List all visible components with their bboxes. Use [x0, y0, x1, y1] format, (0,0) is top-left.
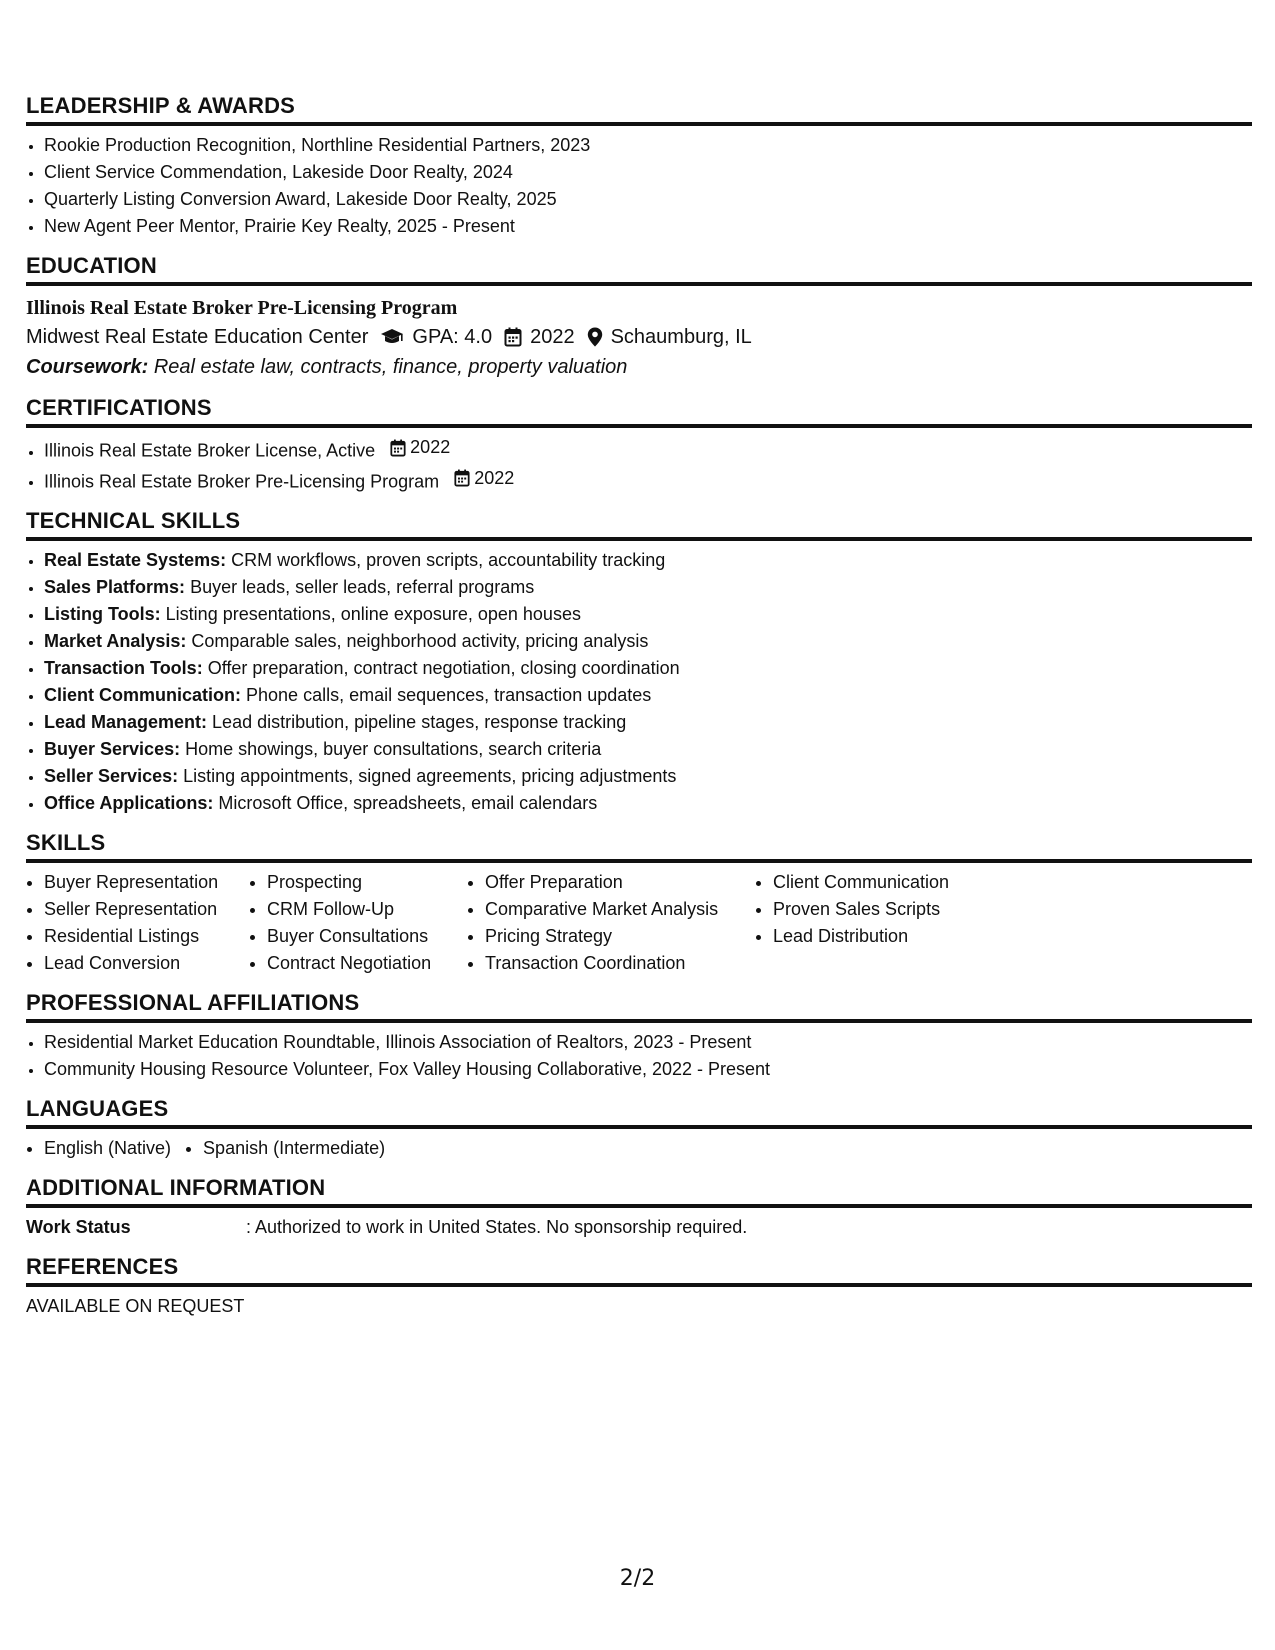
section-title: LANGUAGES: [26, 1095, 1252, 1129]
education-details: [26, 322, 1252, 352]
list-item: • Residential Listings: [44, 923, 249, 950]
skill-category: Seller Services:: [44, 766, 179, 786]
certification-year: 2022: [410, 437, 451, 457]
list-item: • Pricing Strategy: [485, 923, 755, 950]
skill-category: Client Communication:: [44, 685, 241, 705]
education-year: 2022: [530, 326, 575, 348]
skills-column: [467, 869, 755, 977]
list-item: [44, 601, 1252, 628]
list-item: [44, 547, 1252, 574]
list-item: • Client Service Commendation, Lakeside Door Realty, 2024: [44, 159, 1252, 186]
skill-category: Market Analysis:: [44, 631, 187, 651]
resume-page: [26, 92, 1252, 1332]
skills-grid: [26, 869, 1252, 977]
list-item: [44, 709, 1252, 736]
page-number: 2/2: [619, 1566, 656, 1591]
list-item: • Lead Distribution: [773, 923, 1033, 950]
calendar-icon: [390, 439, 406, 457]
skill-detail: Microsoft Office, spreadsheets, email calendars: [218, 793, 598, 813]
references-section: [26, 1253, 1252, 1320]
certification-year: 2022: [474, 467, 515, 488]
leadership-section: [26, 92, 1252, 240]
list-item: • Proven Sales Scripts: [773, 896, 1033, 923]
certifications-list: [26, 434, 1252, 495]
list-item: • Contract Negotiation: [267, 950, 467, 977]
skill-detail: Lead distribution, pipeline stages, response tracking: [212, 712, 627, 732]
skill-category: Buyer Services:: [44, 739, 181, 759]
education-school: Midwest Real Estate Education Center: [26, 326, 369, 348]
section-title: REFERENCES: [26, 1253, 1252, 1287]
coursework-label: Coursework:: [26, 356, 149, 378]
education-gpa: GPA: 4.0: [412, 326, 493, 348]
list-item: • Spanish (Intermediate): [203, 1135, 385, 1162]
skills-section: [26, 829, 1252, 977]
work-status-value: : Authorized to work in United States. No sponsorship required.: [246, 1217, 748, 1237]
technical-skills-list: [26, 547, 1252, 817]
list-item: • English (Native): [44, 1135, 171, 1162]
languages-list: [26, 1135, 1252, 1162]
work-status-row: [26, 1214, 1252, 1241]
list-item: • Offer Preparation: [485, 869, 755, 896]
list-item: • New Agent Peer Mentor, Prairie Key Realty, 2025 - Present: [44, 213, 1252, 240]
skill-category: Transaction Tools:: [44, 658, 203, 678]
list-item: • Client Communication: [773, 869, 1033, 896]
skill-detail: Home showings, buyer consultations, search criteria: [185, 739, 602, 759]
list-item: [44, 682, 1252, 709]
skill-detail: Comparable sales, neighborhood activity, pricing analysis: [191, 631, 649, 651]
list-item: [44, 763, 1252, 790]
map-pin-icon: [587, 327, 603, 347]
work-status-label: Work Status: [26, 1217, 131, 1237]
certifications-section: [26, 394, 1252, 495]
skill-detail: CRM workflows, proven scripts, accountability tracking: [231, 550, 666, 570]
section-title: TECHNICAL SKILLS: [26, 507, 1252, 541]
list-item: • Community Housing Resource Volunteer, Fox Valley Housing Collaborative, 2022 - Present: [44, 1056, 1252, 1083]
list-item: [44, 434, 1252, 465]
list-item: • Residential Market Education Roundtable, Illinois Association of Realtors, 2023 - Present: [44, 1029, 1252, 1056]
list-item: [44, 465, 1252, 496]
section-title: CERTIFICATIONS: [26, 394, 1252, 428]
languages-section: [26, 1095, 1252, 1162]
list-item: [44, 628, 1252, 655]
certification-name: Illinois Real Estate Broker Pre-Licensing Program: [44, 471, 440, 491]
list-item: [44, 574, 1252, 601]
skills-column: [26, 869, 249, 977]
certification-name: Illinois Real Estate Broker License, Active: [44, 440, 376, 461]
calendar-icon: [454, 469, 470, 487]
list-item: • Transaction Coordination: [485, 950, 755, 977]
skill-detail: Listing presentations, online exposure, open houses: [165, 604, 581, 624]
skill-detail: Offer preparation, contract negotiation, closing coordination: [207, 658, 680, 678]
certification-date: [390, 434, 450, 461]
skill-detail: Buyer leads, seller leads, referral programs: [190, 577, 535, 597]
section-title: PROFESSIONAL AFFILIATIONS: [26, 989, 1252, 1023]
skill-detail: Listing appointments, signed agreements, pricing adjustments: [183, 766, 677, 786]
affiliations-list: [26, 1029, 1252, 1083]
list-item: • Quarterly Listing Conversion Award, Lakeside Door Realty, 2025: [44, 186, 1252, 213]
skills-column: [249, 869, 467, 977]
list-item: • Buyer Consultations: [267, 923, 467, 950]
additional-info-section: [26, 1174, 1252, 1241]
leadership-list: [26, 132, 1252, 240]
skill-detail: Phone calls, email sequences, transaction updates: [246, 685, 652, 705]
list-item: [44, 790, 1252, 817]
calendar-icon: [504, 327, 522, 347]
section-title: LEADERSHIP & AWARDS: [26, 92, 1252, 126]
list-item: • Seller Representation: [44, 896, 249, 923]
coursework-text: Real estate law, contracts, finance, property valuation: [153, 356, 628, 378]
section-title: ADDITIONAL INFORMATION: [26, 1174, 1252, 1208]
education-coursework: [26, 352, 1252, 382]
skill-category: Real Estate Systems:: [44, 550, 227, 570]
section-title: EDUCATION: [26, 252, 1252, 286]
section-title: SKILLS: [26, 829, 1252, 863]
list-item: [44, 736, 1252, 763]
list-item: • Prospecting: [267, 869, 467, 896]
list-item: • Lead Conversion: [44, 950, 249, 977]
references-text: AVAILABLE ON REQUEST: [26, 1296, 245, 1316]
skill-category: Listing Tools:: [44, 604, 161, 624]
skill-category: Sales Platforms:: [44, 577, 186, 597]
education-location: Schaumburg, IL: [610, 326, 752, 348]
education-section: [26, 252, 1252, 382]
list-item: • Buyer Representation: [44, 869, 249, 896]
skills-column: [755, 869, 1033, 977]
education-program: Illinois Real Estate Broker Pre-Licensing Program: [26, 297, 458, 319]
certification-date: [454, 465, 514, 492]
skill-category: Lead Management:: [44, 712, 208, 732]
list-item: • Comparative Market Analysis: [485, 896, 755, 923]
affiliations-section: [26, 989, 1252, 1083]
graduation-cap-icon: [380, 328, 404, 346]
skill-category: Office Applications:: [44, 793, 214, 813]
list-item: • Rookie Production Recognition, Northline Residential Partners, 2023: [44, 132, 1252, 159]
technical-skills-section: [26, 507, 1252, 817]
list-item: • CRM Follow-Up: [267, 896, 467, 923]
list-item: [44, 655, 1252, 682]
